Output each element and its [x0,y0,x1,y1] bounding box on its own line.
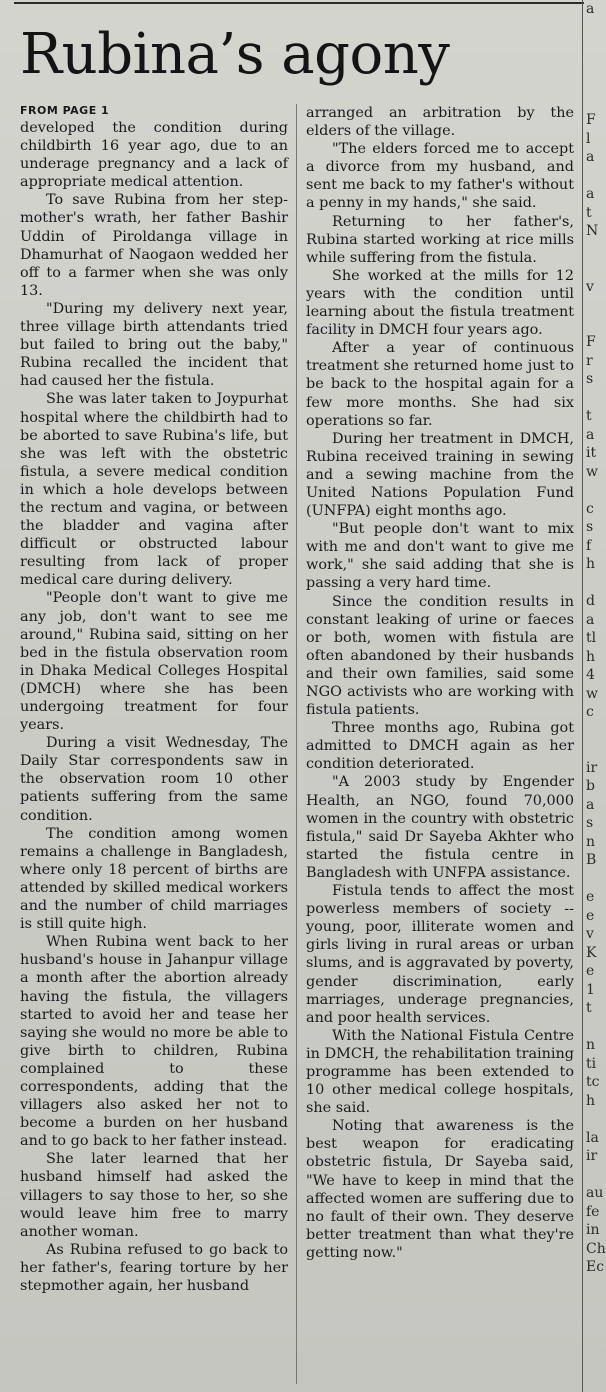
edge-text-fragment: N [586,223,599,239]
edge-text-fragment: ir [586,1148,598,1164]
right-column-rule [582,0,583,1392]
edge-text-fragment [586,574,606,593]
edge-text-fragment: F [586,334,596,350]
adjacent-column-fragment [586,0,606,1392]
edge-text-fragment: la [586,1129,599,1146]
article-paragraph: Noting that awareness is the best weapon for eradicating obstetric fistula, Dr Sayeba said, "We have to keep in mind that the affected women are suffering due to no fault of their own. They deserve better treatment than what they're getting now." [306,1118,574,1261]
edge-text-fragment: c [586,500,594,517]
edge-text-fragment: a [586,1,595,17]
edge-text-fragment [586,19,606,38]
top-rule [14,2,584,4]
edge-text-fragment [586,315,606,334]
edge-text-fragment: r [586,352,593,369]
edge-text-fragment: h [586,556,596,572]
left-column [20,104,288,1295]
edge-text-fragment: e [586,963,595,979]
headline: Rubina’s agony [20,22,450,87]
article-paragraph: After a year of continuous treatment she returned home just to be back to the hospital again for a few more months. She had six operations so far. [306,340,574,429]
article-paragraph: "People don't want to give me any job, don't want to see me around," Rubina said, sitting on her bed in the fistula observation room in Dhaka Medical Colleges Hospital (DMCH) where she has been undergoing treatment for four years. [20,590,288,734]
edge-text-fragment: a [586,426,595,443]
edge-text-fragment: h [586,1092,596,1109]
article-paragraph: Since the condition results in constant leaking of urine or faeces or both, women with fistula are often abandoned by their husbands and their own families, said some NGO activists who are working with fistula patients. [306,593,574,719]
edge-text-fragment: tc [586,1074,600,1090]
article-paragraph: Three months ago, Rubina got admitted to DMCH again as her condition deteriorated. [306,720,574,773]
article-paragraph: During a visit Wednesday, The Daily Star correspondents saw in the observation room 10 other patients suffering from the same condition. [20,735,288,824]
edge-text-fragment: c [586,704,594,720]
article-paragraph: To save Rubina from her step-mother's wrath, her father Bashir Uddin of Piroldanga village in Dhamurhat of Naogaon wedded her off to a farmer when she was only 13. [20,192,288,299]
edge-text-fragment: s [586,371,594,387]
edge-text-fragment: it [586,445,597,461]
edge-text-fragment: B [586,852,597,868]
edge-text-fragment: Ec [586,1259,605,1275]
edge-text-fragment: a [586,186,595,202]
edge-text-fragment: b [586,778,595,794]
edge-text-fragment: au [586,1185,604,1201]
edge-text-fragment: s [586,815,594,831]
edge-text-fragment: a [586,149,595,165]
article-paragraph: She later learned that her husband himself had asked the villagers to say those to her, so she would leave him free to marry another woman. [20,1151,288,1240]
article-paragraph: With the National Fistula Centre in DMCH, the rehabilitation training programme has been extended to 10 other medical college hospitals, she said. [306,1027,574,1117]
edge-text-fragment [586,389,606,408]
edge-text-fragment [586,93,606,112]
edge-text-fragment: t [586,1000,592,1016]
edge-text-fragment [586,74,606,93]
edge-text-fragment: ti [586,1055,597,1072]
edge-text-fragment: e [586,907,595,924]
edge-text-fragment: F [586,112,596,128]
column-divider [296,104,297,1384]
edge-text-fragment [586,296,606,315]
edge-text-fragment: K [586,944,597,961]
edge-text-fragment: a [586,611,595,628]
article-paragraph: "But people don't want to mix with me and don't want to give me work," she said adding that she is passing a very hard time. [306,521,574,592]
edge-text-fragment: fe [586,1203,600,1220]
edge-text-fragment: h [586,648,596,665]
edge-text-fragment [586,241,606,260]
edge-text-fragment [586,167,606,186]
article-paragraph: The condition among women remains a challenge in Bangladesh, where only 18 percent of births are attended by skilled medical workers and the number of child marriages is still quite high. [20,825,288,933]
article-paragraph: She worked at the mills for 12 years with the condition until learning about the fistula treatment facility in DMCH four years ago. [306,267,574,339]
edge-text-fragment [586,481,606,500]
article-paragraph: When Rubina went back to her husband's house in Jahanpur village a month after the abortion already having the fistula, the villagers started to avoid her and tease her saying she would no more be able to give birth to children, Rubina complained to these correspondents, adding that the villagers also asked her not to become a burden on her husband and to go back to her father instead. [20,934,288,1150]
article-paragraph: During her treatment in DMCH, Rubina received training in sewing and a sewing machine from the United Nations Population Fund (UNFPA) eight months ago. [306,430,574,520]
edge-text-fragment: w [586,463,598,480]
article-paragraph: Returning to her father's, Rubina started working at rice mills while suffering from the fistula. [306,213,574,266]
edge-text-fragment: t [586,408,592,424]
edge-text-fragment: v [586,926,594,942]
edge-text-fragment: t [586,204,592,221]
edge-text-fragment [586,56,606,75]
edge-text-fragment: tl [586,630,597,646]
edge-text-fragment: d [586,593,595,609]
edge-text-fragment [586,1166,606,1185]
edge-text-fragment: n [586,833,596,850]
edge-text-fragment: v [586,278,594,295]
edge-text-fragment [586,722,606,741]
edge-text-fragment: Ch [586,1240,606,1257]
article-paragraph: "A 2003 study by Engender Health, an NGO, found 70,000 women in the country with obstetric fistula," said Dr Sayeba Akhter who started the fistula centre in Bangladesh with UNFPA assistance. [306,774,574,881]
edge-text-fragment [586,37,606,56]
edge-text-fragment: a [586,796,595,813]
edge-text-fragment: 4 [586,667,595,683]
edge-text-fragment: w [586,685,598,702]
edge-text-fragment [586,1110,606,1129]
kicker: FROM PAGE 1 [20,104,110,117]
article-paragraph: arranged an arbitration by the elders of the village. [306,105,574,140]
edge-text-fragment: in [586,1222,600,1238]
edge-text-fragment: 1 [586,981,595,998]
right-column [306,104,574,1262]
edge-text-fragment [586,740,606,759]
edge-text-fragment [586,1018,606,1037]
article-paragraph: "The elders forced me to accept a divorce from my husband, and sent me back to my father's without a penny in my hands," she said. [306,141,574,212]
edge-text-fragment [586,870,606,889]
article-paragraph: "During my delivery next year, three village birth attendants tried but failed to bring out the baby," Rubina recalled the incident that had caused her the fistula. [20,300,288,390]
article-paragraph: She was later taken to Joypurhat hospital where the childbirth had to be aborted to save Rubina's life, but she was left with the obstetric fistula, a severe medical condition in which a hole develops between the rectum and vagina, or between the bladder and vagina after difficult or obstructed labour resulting from lack of proper medical care during delivery. [20,391,288,589]
edge-text-fragment: s [586,519,594,535]
edge-text-fragment: l [586,130,591,147]
article-paragraph: developed the condition during childbirth 16 year ago, due to an underage pregnancy and a lack of appropriate medical attention. [20,120,288,191]
article-paragraph: Fistula tends to affect the most powerless members of society -- young, poor, illiterate women and girls living in rural areas or urban slums, and is aggravated by poverty, gender discrimination, early marriages, underage pregnancies, and poor health services. [306,883,574,1026]
edge-text-fragment: e [586,889,595,905]
edge-text-fragment: f [586,537,592,554]
edge-text-fragment: ir [586,759,598,776]
article-paragraph: As Rubina refused to go back to her father's, fearing torture by her stepmother again, her husband [20,1241,288,1294]
edge-text-fragment [586,259,606,278]
edge-text-fragment: n [586,1037,596,1053]
